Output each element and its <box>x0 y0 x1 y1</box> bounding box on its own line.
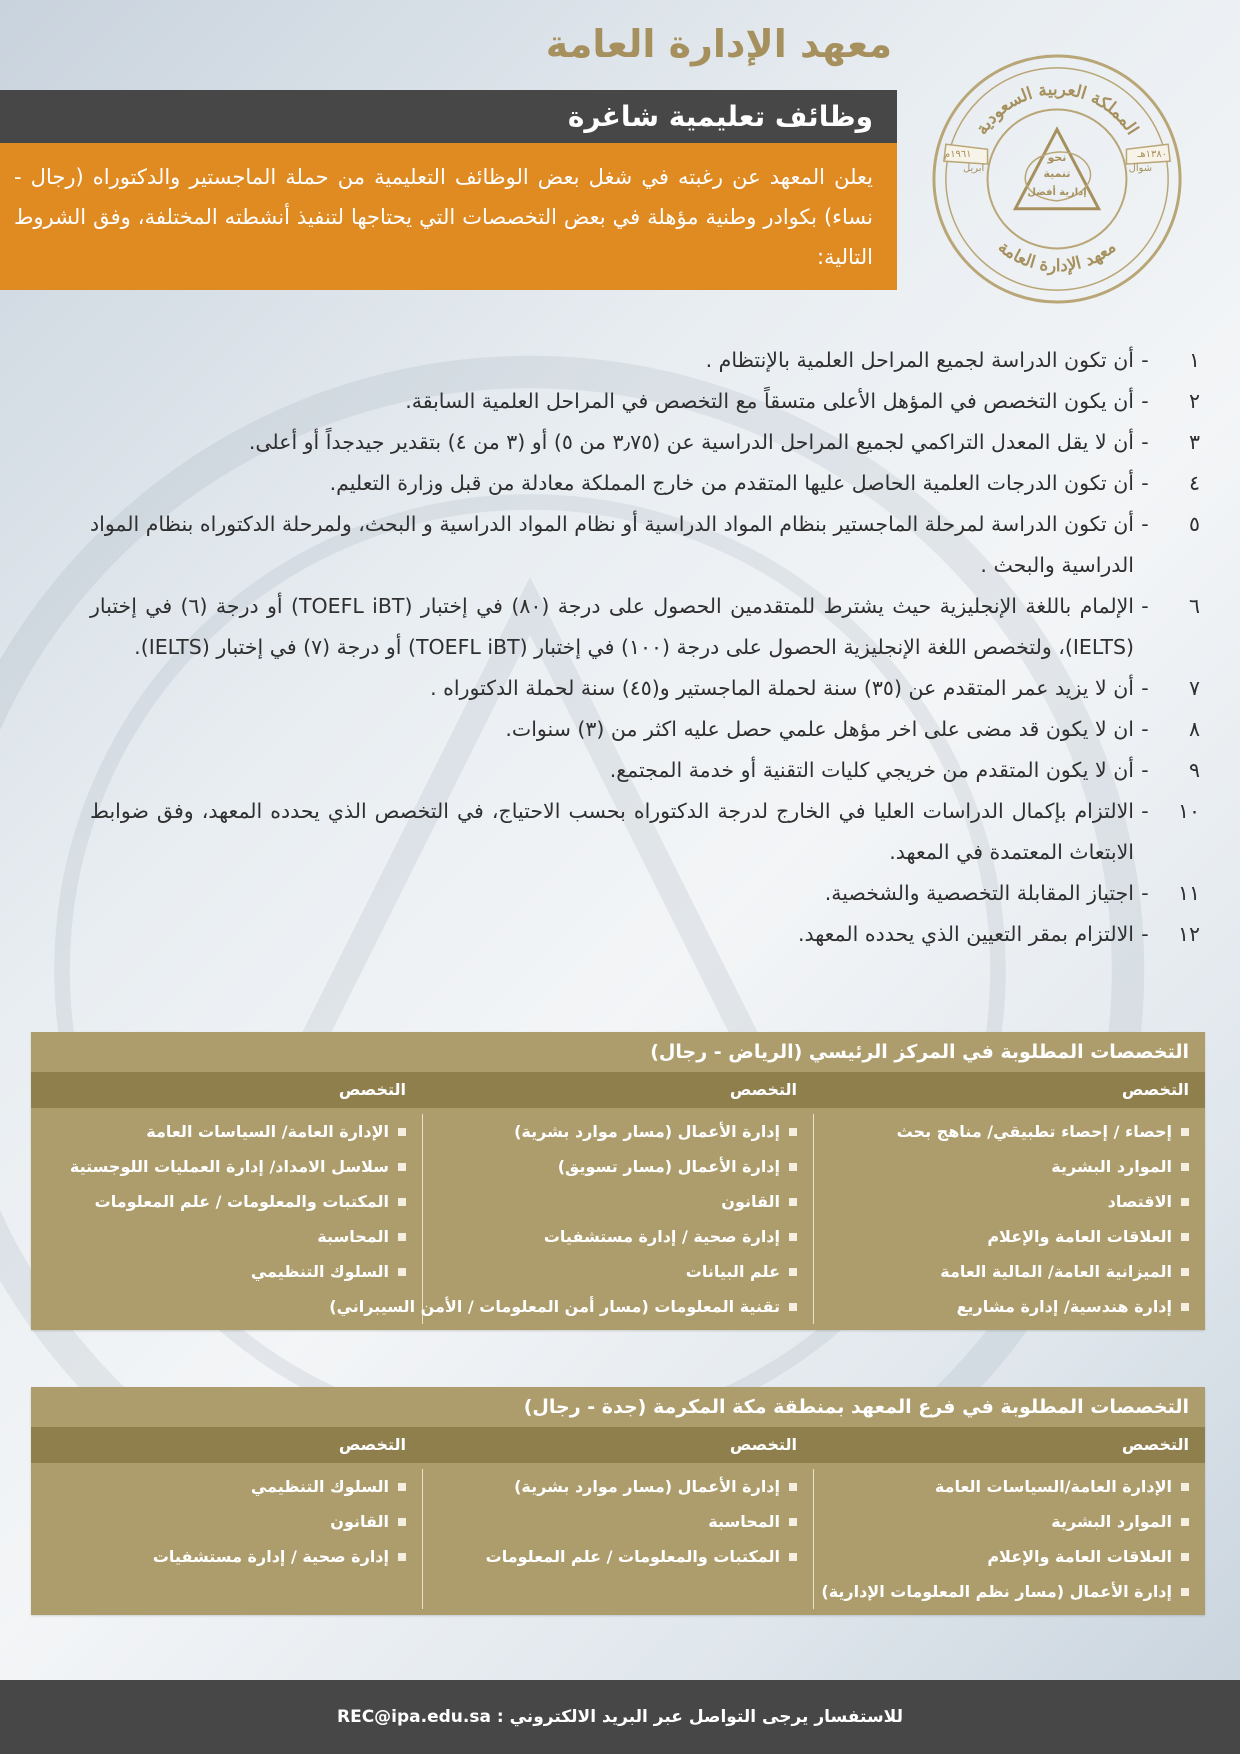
bullet-icon <box>398 1198 406 1206</box>
condition-number: ٣ <box>1188 430 1200 454</box>
condition-item: ٤ - أن تكون الدرجات العلمية الحاصل عليها المتقدم من خارج المملكة معادلة من قبل وزارة التعليم. <box>90 463 1200 504</box>
list-item: الموارد البشرية <box>814 1504 1205 1539</box>
condition-text: الإلمام باللغة الإنجليزية حيث يشترط للمتقدمين الحصول على درجة (٨٠) في إختبار (TOEFL iBT) أو درجة (٦) في إختبار (IELTS)، ولتخصص اللغة الإنجليزية الحصول على درجة (١٠٠) في إختبار (TOEFL iBT) أو درجة (٧) في إختبار (IELTS). <box>90 594 1134 659</box>
institute-seal-logo <box>928 50 1186 308</box>
list-item: علم البيانات <box>423 1254 813 1289</box>
condition-item: ١٢ - الالتزام بمقر التعيين الذي يحدده المعهد. <box>90 914 1200 955</box>
bullet-icon <box>398 1233 406 1241</box>
list-item: المحاسبة <box>423 1504 813 1539</box>
bullet-icon <box>1181 1483 1189 1491</box>
table-column <box>31 1114 422 1324</box>
bullet-icon <box>398 1163 406 1171</box>
bullet-icon <box>1181 1588 1189 1596</box>
condition-number: ٥ <box>1188 512 1200 536</box>
list-item: القانون <box>31 1504 422 1539</box>
seal-right-month: شوال <box>1128 163 1153 175</box>
riyadh-specializations-table <box>31 1032 1205 1330</box>
table-column <box>813 1469 1205 1609</box>
condition-text: ان لا يكون قد مضى على اخر مؤهل علمي حصل عليه اكثر من (٣) سنوات. <box>505 717 1134 741</box>
list-item: الاقتصاد <box>814 1184 1205 1219</box>
table-title: التخصصات المطلوبة في المركز الرئيسي (الرياض - رجال) <box>650 1041 1189 1063</box>
list-item: الإدارة العامة/ السياسات العامة <box>31 1114 422 1149</box>
bullet-icon <box>1181 1518 1189 1526</box>
seal-right-year: ١٣٨٠هـ <box>1137 149 1167 161</box>
condition-number: ١ <box>1188 348 1200 372</box>
list-item: السلوك التنظيمي <box>31 1254 422 1289</box>
column-header: التخصص <box>729 1080 797 1099</box>
bullet-icon <box>789 1198 797 1206</box>
condition-text: أن تكون الدراسة لمرحلة الماجستير بنظام المواد الدراسية أو نظام المواد الدراسية و البحث، ولمرحلة الدكتوراه بنظام المواد الدراسية والبحث . <box>90 512 1134 577</box>
bullet-icon <box>1181 1198 1189 1206</box>
contact-email-link[interactable]: REC@ipa.edu.sa <box>337 1707 491 1727</box>
footer-contact-bar <box>0 1680 1240 1754</box>
list-item: المكتبات والمعلومات / علم المعلومات <box>31 1184 422 1219</box>
bullet-icon <box>789 1268 797 1276</box>
condition-item: ٥ - أن تكون الدراسة لمرحلة الماجستير بنظام المواد الدراسية أو نظام المواد الدراسية و البحث، ولمرحلة الدكتوراه بنظام المواد الدراسية والبحث . <box>90 504 1200 586</box>
svg-text:معهد الإدارة العامة <box>995 236 1120 276</box>
condition-item: ٣ - أن لا يقل المعدل التراكمي لجميع المراحل الدراسية عن (٣٫٧٥ من ٥) أو (٣ من ٤) بتقدير جيدجداً أو أعلى. <box>90 422 1200 463</box>
bullet-icon <box>1181 1268 1189 1276</box>
bullet-icon <box>789 1128 797 1136</box>
table-column <box>31 1469 422 1609</box>
bullet-icon <box>398 1268 406 1276</box>
table-column <box>422 1469 813 1609</box>
condition-item: ٨ - ان لا يكون قد مضى على اخر مؤهل علمي حصل عليه اكثر من (٣) سنوات. <box>90 709 1200 750</box>
condition-number: ٢ <box>1188 389 1200 413</box>
bullet-icon <box>1181 1128 1189 1136</box>
footer-label: للاستفسار يرجى التواصل عبر البريد الالكتروني : <box>496 1707 903 1727</box>
bullet-icon <box>789 1553 797 1561</box>
condition-number: ٧ <box>1188 676 1200 700</box>
seal-top-text: المملكة العربية السعودية <box>971 78 1144 139</box>
condition-text: أن يكون التخصص في المؤهل الأعلى متسقاً مع التخصص في المراحل العلمية السابقة. <box>405 389 1134 413</box>
column-header: التخصص <box>729 1435 797 1454</box>
condition-item: ١٠ - الالتزام بإكمال الدراسات العليا في الخارج لدرجة الدكتوراه بحسب الاحتياج، في التخصص الذي يحدده المعهد، وفق ضوابط الابتعاث المعتمدة في المعهد. <box>90 791 1200 873</box>
bullet-icon <box>398 1483 406 1491</box>
page-title: معهد الإدارة العامة <box>545 22 892 66</box>
table-header-row <box>31 1427 1205 1463</box>
seal-center-text-1: نحو <box>1047 151 1067 165</box>
subtitle-banner: وظائف تعليمية شاغرة <box>0 90 897 143</box>
condition-text: أن لا يزيد عمر المتقدم عن (٣٥) سنة لحملة الماجستير و(٤٥) سنة لحملة الدكتوراه . <box>430 676 1134 700</box>
column-header: التخصص <box>338 1435 406 1454</box>
jeddah-specializations-table <box>31 1387 1205 1615</box>
table-title: التخصصات المطلوبة في فرع المعهد بمنطقة مكة المكرمة (جدة - رجال) <box>523 1396 1189 1418</box>
condition-number: ١١ <box>1177 881 1200 905</box>
list-item: السلوك التنظيمي <box>31 1469 422 1504</box>
condition-item: ٩ - أن لا يكون المتقدم من خريجي كليات التقنية أو خدمة المجتمع. <box>90 750 1200 791</box>
list-item: الإدارة العامة/السياسات العامة <box>814 1469 1205 1504</box>
bullet-icon <box>1181 1233 1189 1241</box>
list-item: الموارد البشرية <box>814 1149 1205 1184</box>
column-header: التخصص <box>1121 1080 1189 1099</box>
bullet-icon <box>398 1128 406 1136</box>
condition-number: ١٠ <box>1177 799 1200 823</box>
condition-number: ٦ <box>1188 594 1200 618</box>
condition-text: الالتزام بإكمال الدراسات العليا في الخارج لدرجة الدكتوراه بحسب الاحتياج، في التخصص الذي يحدده المعهد، وفق ضوابط الابتعاث المعتمدة في المعهد. <box>90 799 1134 864</box>
seal-center-text-2: تنمية <box>1043 167 1071 181</box>
conditions-list <box>90 340 1200 955</box>
list-item: إدارة الأعمال (مسار موارد بشرية) <box>423 1469 813 1504</box>
seal-center-text-3: إدارية أفضل <box>1027 186 1087 198</box>
condition-text: الالتزام بمقر التعيين الذي يحدده المعهد. <box>797 922 1134 946</box>
bullet-icon <box>398 1518 406 1526</box>
intro-paragraph: يعلن المعهد عن رغبته في شغل بعض الوظائف التعليمية من حملة الماجستير والدكتوراه (رجال - نساء) بكوادر وطنية مؤهلة في بعض التخصصات التي يحتاجها لتنفيذ أنشطته المختلفة، وفق الشروط التالية: <box>0 143 897 290</box>
table-column <box>813 1114 1205 1324</box>
list-item: إدارة الأعمال (مسار تسويق) <box>423 1149 813 1184</box>
list-item: إدارة صحية / إدارة مستشفيات <box>423 1219 813 1254</box>
list-item: القانون <box>423 1184 813 1219</box>
list-item: إدارة الأعمال (مسار موارد بشرية) <box>423 1114 813 1149</box>
condition-item: ١١ - اجتياز المقابلة التخصصية والشخصية. <box>90 873 1200 914</box>
list-item: إدارة صحية / إدارة مستشفيات <box>31 1539 422 1574</box>
bullet-icon <box>789 1518 797 1526</box>
column-header: التخصص <box>338 1080 406 1099</box>
condition-text: أن تكون الدرجات العلمية الحاصل عليها المتقدم من خارج المملكة معادلة من قبل وزارة التعليم. <box>329 471 1134 495</box>
bullet-icon <box>789 1163 797 1171</box>
column-header: التخصص <box>1121 1435 1189 1454</box>
condition-number: ٩ <box>1188 758 1200 782</box>
condition-text: أن تكون الدراسة لجميع المراحل العلمية بالإنتظام . <box>705 348 1134 372</box>
bullet-icon <box>1181 1163 1189 1171</box>
condition-item: ٧ - أن لا يزيد عمر المتقدم عن (٣٥) سنة لحملة الماجستير و(٤٥) سنة لحملة الدكتوراه . <box>90 668 1200 709</box>
condition-item: ٢ - أن يكون التخصص في المؤهل الأعلى متسقاً مع التخصص في المراحل العلمية السابقة. <box>90 381 1200 422</box>
condition-item: ٦ - الإلمام باللغة الإنجليزية حيث يشترط للمتقدمين الحصول على درجة (٨٠) في إختبار (TOEFL iBT) أو درجة (٦) في إختبار (IELTS)، ولتخصص اللغة الإنجليزية الحصول على درجة (١٠٠) في إختبار (TOEFL iBT) أو درجة (٧) في إختبار (IELTS). <box>90 586 1200 668</box>
list-item: إدارة الأعمال (مسار نظم المعلومات الإدارية) <box>814 1574 1205 1609</box>
list-item: العلاقات العامة والإعلام <box>814 1539 1205 1574</box>
condition-text: أن لا يقل المعدل التراكمي لجميع المراحل الدراسية عن (٣٫٧٥ من ٥) أو (٣ من ٤) بتقدير جيدجداً أو أعلى. <box>248 430 1134 454</box>
seal-left-month: ابريل <box>963 163 985 175</box>
condition-number: ٨ <box>1188 717 1200 741</box>
bullet-icon <box>398 1553 406 1561</box>
seal-bottom-text: معهد الإدارة العامة <box>994 236 1120 276</box>
table-body <box>31 1108 1205 1330</box>
condition-item: ١ - أن تكون الدراسة لجميع المراحل العلمية بالإنتظام . <box>90 340 1200 381</box>
list-item: العلاقات العامة والإعلام <box>814 1219 1205 1254</box>
list-item: الميزانية العامة/ المالية العامة <box>814 1254 1205 1289</box>
list-item: المكتبات والمعلومات / علم المعلومات <box>423 1539 813 1574</box>
list-item: سلاسل الامداد/ إدارة العمليات اللوجستية <box>31 1149 422 1184</box>
condition-text: اجتياز المقابلة التخصصية والشخصية. <box>824 881 1134 905</box>
condition-number: ٤ <box>1188 471 1200 495</box>
table-body <box>31 1463 1205 1615</box>
table-header-row <box>31 1072 1205 1108</box>
bullet-icon <box>789 1483 797 1491</box>
bullet-icon <box>789 1233 797 1241</box>
condition-number: ١٢ <box>1177 922 1200 946</box>
list-item: المحاسبة <box>31 1219 422 1254</box>
bullet-icon <box>789 1303 797 1311</box>
seal-left-year: ١٩٦١م <box>944 149 972 161</box>
bullet-icon <box>1181 1303 1189 1311</box>
list-item-spanning: تقنية المعلومات (مسار أمن المعلومات / الأمن السيبراني) <box>423 1289 813 1324</box>
bullet-icon <box>1181 1553 1189 1561</box>
condition-text: أن لا يكون المتقدم من خريجي كليات التقنية أو خدمة المجتمع. <box>609 758 1134 782</box>
list-item: إحصاء / إحصاء تطبيقي/ مناهج بحث <box>814 1114 1205 1149</box>
list-item: إدارة هندسية/ إدارة مشاريع <box>814 1289 1205 1324</box>
